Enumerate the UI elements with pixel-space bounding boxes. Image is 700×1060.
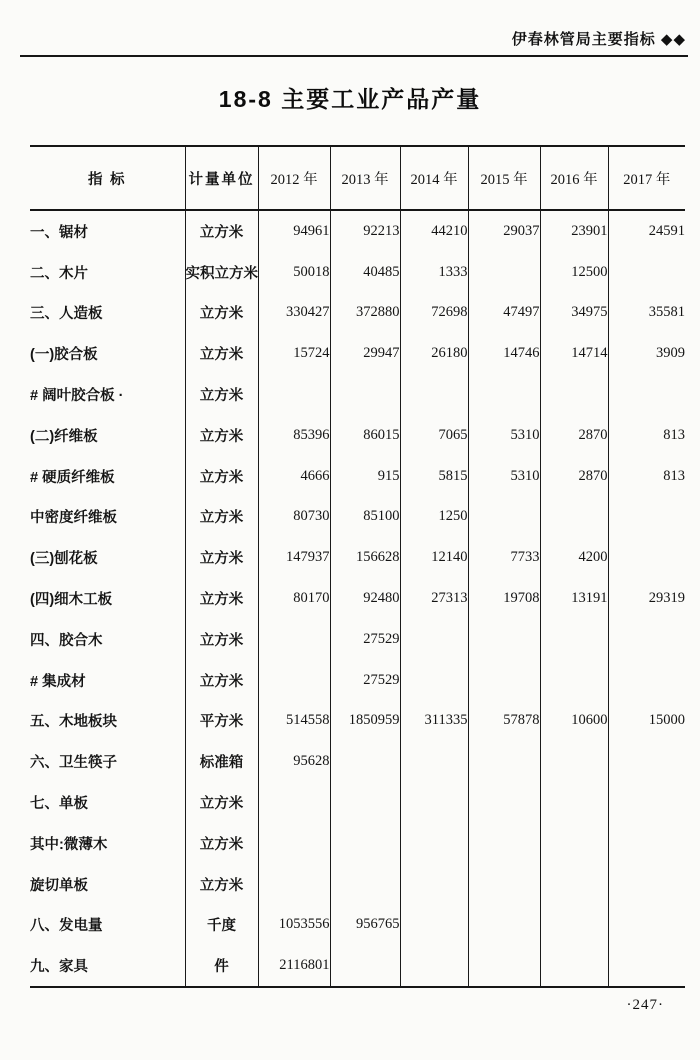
value-cell [468,864,540,905]
value-cell [330,864,400,905]
value-cell [468,905,540,946]
value-cell: 19708 [468,578,540,619]
table-row [30,823,685,864]
value-cell [540,864,608,905]
unit-cell: 实积立方米 [185,252,258,293]
indicator-cell: 八、发电量 [30,918,103,935]
unit-cell: 立方米 [185,374,258,415]
value-cell [400,660,468,701]
value-cell: 5310 [468,415,540,456]
value-cell: 156628 [330,537,400,578]
value-cell: 92213 [330,210,400,252]
value-cell: 10600 [540,701,608,742]
value-cell [258,782,330,823]
unit-cell: 千度 [185,905,258,946]
column-header-2: 2012 年 [258,146,330,210]
table-row [30,619,685,660]
products-table [30,145,685,988]
value-cell [468,741,540,782]
unit-cell: 立方米 [185,210,258,252]
running-header-text: 伊春林管局主要指标 ◆◆ [511,31,686,48]
value-cell: 85396 [258,415,330,456]
value-cell: 311335 [400,701,468,742]
table-row [30,252,685,293]
unit-cell: 立方米 [185,782,258,823]
value-cell [468,782,540,823]
value-cell: 23901 [540,210,608,252]
value-cell: 24591 [608,210,685,252]
unit-cell: 立方米 [185,619,258,660]
value-cell: 92480 [330,578,400,619]
value-cell: 26180 [400,333,468,374]
table-row [30,333,685,374]
unit-cell: 立方米 [185,333,258,374]
value-cell [540,497,608,538]
value-cell: 86015 [330,415,400,456]
table-row [30,864,685,905]
value-cell: 80170 [258,578,330,619]
value-cell [468,660,540,701]
value-cell [540,374,608,415]
indicator-cell: 五、木地板块 [30,714,117,731]
unit-cell: 立方米 [185,497,258,538]
indicator-cell: (二)纤维板 [30,428,98,445]
value-cell [608,374,685,415]
column-header-0: 指 标 [30,146,185,210]
value-cell [540,660,608,701]
indicator-cell: # 集成材 [30,673,86,690]
value-cell [258,660,330,701]
value-cell: 2116801 [258,945,330,987]
header-rule [20,55,688,57]
table-row [30,945,685,987]
table-header [30,146,685,210]
value-cell: 5310 [468,456,540,497]
page-number: ·247· [626,997,664,1013]
value-cell: 1333 [400,252,468,293]
running-header [512,28,686,49]
value-cell: 27529 [330,619,400,660]
value-cell: 3909 [608,333,685,374]
value-cell: 14714 [540,333,608,374]
value-cell [468,823,540,864]
value-cell: 1850959 [330,701,400,742]
value-cell: 27529 [330,660,400,701]
value-cell [400,782,468,823]
indicator-cell: 一、锯材 [30,224,88,241]
value-cell [400,945,468,987]
value-cell [608,537,685,578]
table-row [30,660,685,701]
value-cell: 13191 [540,578,608,619]
value-cell [468,619,540,660]
value-cell [540,741,608,782]
value-cell: 57878 [468,701,540,742]
value-cell [258,864,330,905]
value-cell [608,619,685,660]
indicator-cell: 七、单板 [30,796,88,813]
value-cell: 956765 [330,905,400,946]
value-cell: 813 [608,415,685,456]
value-cell: 1250 [400,497,468,538]
value-cell: 813 [608,456,685,497]
value-cell [540,905,608,946]
value-cell: 4200 [540,537,608,578]
value-cell [400,823,468,864]
value-cell: 147937 [258,537,330,578]
value-cell: 2870 [540,415,608,456]
value-cell [608,905,685,946]
value-cell [258,823,330,864]
column-header-1: 计量单位 [185,146,258,210]
unit-cell: 立方米 [185,537,258,578]
value-cell: 14746 [468,333,540,374]
indicator-cell: 其中:微薄木 [30,836,108,853]
table-row [30,578,685,619]
value-cell [400,741,468,782]
table-row [30,537,685,578]
value-cell [540,619,608,660]
value-cell [540,823,608,864]
table-row [30,782,685,823]
value-cell [400,619,468,660]
value-cell [330,782,400,823]
value-cell [608,660,685,701]
table-row [30,456,685,497]
column-header-4: 2014 年 [400,146,468,210]
table-row [30,497,685,538]
value-cell: 35581 [608,293,685,334]
table-row [30,210,685,252]
table-row [30,701,685,742]
value-cell [608,497,685,538]
value-cell: 34975 [540,293,608,334]
value-cell [468,374,540,415]
value-cell [608,864,685,905]
unit-cell: 立方米 [185,415,258,456]
unit-cell: 立方米 [185,456,258,497]
value-cell: 915 [330,456,400,497]
value-cell: 94961 [258,210,330,252]
value-cell [468,945,540,987]
value-cell: 29319 [608,578,685,619]
value-cell: 1053556 [258,905,330,946]
unit-cell: 立方米 [185,293,258,334]
indicator-cell: 中密度纤维板 [30,510,117,527]
table-row [30,741,685,782]
value-cell [330,945,400,987]
value-cell [400,864,468,905]
header-row [30,146,685,210]
value-cell [608,252,685,293]
value-cell [540,945,608,987]
value-cell [258,374,330,415]
table-row [30,293,685,334]
value-cell: 29947 [330,333,400,374]
page-title: 18-8 主要工业产品产量 [218,86,482,112]
indicator-cell: 六、卫生筷子 [30,755,117,772]
value-cell [400,905,468,946]
unit-cell: 件 [185,945,258,987]
value-cell [608,823,685,864]
value-cell [468,252,540,293]
unit-cell: 立方米 [185,578,258,619]
value-cell: 514558 [258,701,330,742]
table-row [30,415,685,456]
indicator-cell: 三、人造板 [30,306,103,323]
value-cell: 372880 [330,293,400,334]
unit-cell: 立方米 [185,823,258,864]
column-header-5: 2015 年 [468,146,540,210]
value-cell [330,741,400,782]
value-cell [400,374,468,415]
value-cell [608,945,685,987]
value-cell: 7733 [468,537,540,578]
unit-cell: 平方米 [185,701,258,742]
value-cell: 7065 [400,415,468,456]
unit-cell: 立方米 [185,864,258,905]
value-cell: 15000 [608,701,685,742]
table-body [30,210,685,987]
value-cell: 5815 [400,456,468,497]
value-cell: 15724 [258,333,330,374]
value-cell [608,741,685,782]
indicator-cell: 四、胶合木 [30,632,103,649]
value-cell: 4666 [258,456,330,497]
value-cell: 47497 [468,293,540,334]
unit-cell: 标准箱 [185,741,258,782]
value-cell: 72698 [400,293,468,334]
indicator-cell: 旋切单板 [30,877,88,894]
column-header-6: 2016 年 [540,146,608,210]
value-cell: 85100 [330,497,400,538]
value-cell: 2870 [540,456,608,497]
value-cell: 44210 [400,210,468,252]
value-cell [330,823,400,864]
value-cell [330,374,400,415]
indicator-cell: # 阔叶胶合板 · [30,388,124,405]
column-header-7: 2017 年 [608,146,685,210]
value-cell [540,782,608,823]
table-row [30,905,685,946]
indicator-cell: (三)刨花板 [30,551,98,568]
value-cell: 40485 [330,252,400,293]
value-cell [608,782,685,823]
value-cell: 50018 [258,252,330,293]
value-cell: 12500 [540,252,608,293]
value-cell: 12140 [400,537,468,578]
value-cell: 95628 [258,741,330,782]
value-cell: 80730 [258,497,330,538]
indicator-cell: 二、木片 [30,265,88,282]
column-header-3: 2013 年 [330,146,400,210]
value-cell [258,619,330,660]
value-cell [468,497,540,538]
unit-cell: 立方米 [185,660,258,701]
value-cell: 330427 [258,293,330,334]
table-row [30,374,685,415]
value-cell: 29037 [468,210,540,252]
indicator-cell: # 硬质纤维板 [30,469,115,486]
indicator-cell: (四)细木工板 [30,592,113,609]
indicator-cell: (一)胶合板 [30,347,98,364]
value-cell: 27313 [400,578,468,619]
indicator-cell: 九、家具 [30,945,185,987]
